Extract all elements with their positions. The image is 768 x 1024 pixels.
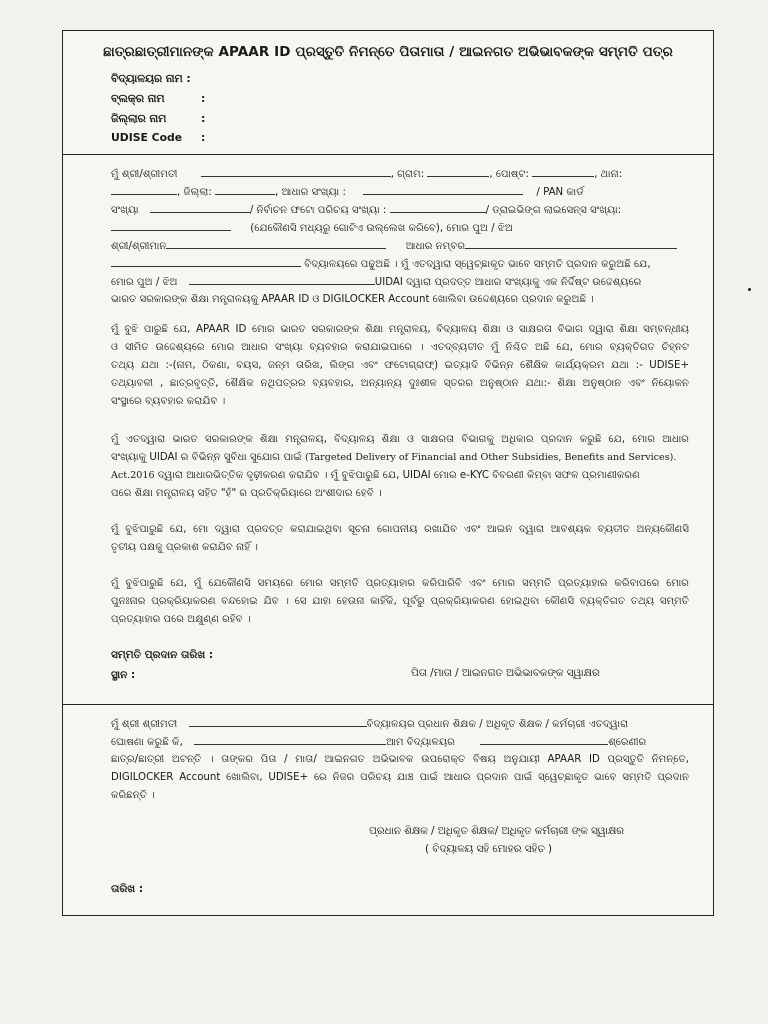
block-name-field xyxy=(111,92,206,106)
consent-date-label: ସମ୍ମତି ପ୍ରଦାନ ତାରିଖ : xyxy=(111,649,214,661)
para2-line-3: ତଥ୍ୟ ଯଥା :-(ନାମ, ଠିକଣା, ବୟସ, ଜନ୍ମ ତାରିଖ, ଲିଙ୍ଗ ଏବଂ ଫଟୋଗ୍ରାଫ୍) ଇତ୍ୟାଦି ବିଭିନ୍ନ ଶୈକ୍ଷିକ କାର୍ଯ୍ୟକ୍ରମ ଯଥା :- UDISE+ xyxy=(111,360,689,371)
parent-consent-section xyxy=(63,155,713,705)
decl-line-4: DIGILOCKER Account ଖୋଲିବା, UDISE+ ରେ ନିଜର ପରିଚୟ ଯାଞ୍ଚ ପାଇଁ ଆଧାର ପ୍ରଦାନ ପାଇଁ ସ୍ୱେଚ୍ଛାକୃତ ଭାବେ ସମ୍ମତି ପ୍ରଦାନ xyxy=(111,772,689,783)
field-colon: : xyxy=(201,92,206,105)
udise-code-field xyxy=(111,131,206,144)
para4-line-1: ମୁଁ ବୁଝିପାରୁଛି ଯେ, ମୋ ଦ୍ୱାରା ପ୍ରଦତ୍ତ କରାଯାଇଥିବା ସୂଚନା ଗୋପନୀୟ ରଖାଯିବ ଏବଂ ଆଇନ ଦ୍ୱାରା ଆବଶ୍ୟକ ବ୍ୟତୀତ ଅନ୍ୟକୌଣସି xyxy=(111,524,689,535)
form-title: ଛାତ୍ରଛାତ୍ରୀମାନଙ୍କ APAAR ID ପ୍ରସ୍ତୁତି ନିମନ୍ତେ ପିତାମାତା / ଆଇନଗତ ଅଭିଭାବକଙ୍କ ସମ୍ମତି ପତ୍ର xyxy=(103,44,673,60)
decl-line-2: ଘୋଷଣା କରୁଛି କି, ଆମ ବିଦ୍ୟାଳୟର ଶ୍ରେଣୀର xyxy=(111,737,647,748)
school-seal-note: ( ବିଦ୍ୟାଳୟ ସହି ମୋହର ସହିତ ) xyxy=(425,843,553,855)
para2-line-1: ମୁଁ ବୁଝି ପାରୁଛି ଯେ, APAAR ID ମୋର ଭାରତ ସରକାରଙ୍କ ଶିକ୍ଷା ମନ୍ତ୍ରାଳୟ, ବିଦ୍ୟାଳୟ ଶିକ୍ଷା ଓ ସାକ୍ଷରତା ବିଭାଗ ଦ୍ୱାରା ଶିକ୍ଷା ସମ୍ବନ୍ଧୀୟ xyxy=(111,324,689,335)
aadhaar-blank[interactable] xyxy=(363,185,523,195)
teacher-name-blank[interactable] xyxy=(189,717,367,727)
pan-blank[interactable] xyxy=(150,203,250,213)
school-name-field xyxy=(111,72,191,86)
consent-line-2: , ଜିଲ୍ଲା: , ଆଧାର ସଂଖ୍ୟା : / PAN କାର୍ଡ xyxy=(111,185,689,200)
para5-line-2: ପୁନଃନାର ପ୍ରକ୍ରିୟାକରଣ ବନ୍ଦହୋଇ ଯିବ । ସେ ଯାହା ହେଉନା କାହିଁକି, ପୂର୍ବରୁ ପ୍ରକ୍ରିୟାକରଣ ହୋଇଥିବା କୌଣସି ବ୍ୟକ୍ତିଗତ ତଥ୍ୟ ସମ୍ମତି xyxy=(111,596,689,607)
para3-line-2: ସଂଖ୍ୟାକୁ UIDAI ର ବିଭିନ୍ନ ସୁବିଧା ସୁଯୋଗ ପାଇଁ (Targeted Delivery of Financial and Other Subsidies, Benefits and Services). xyxy=(111,452,677,463)
consent-line-3: ସଂଖ୍ୟା / ନିର୍ବାଚନ ଫଟୋ ପରିଚୟ ସଂଖ୍ୟା : / ଡ୍ରାଇଭିଙ୍ଗ ଲାଇସେନ୍ସ ସଂଖ୍ୟା: xyxy=(111,205,622,216)
class-blank[interactable] xyxy=(480,735,608,745)
police-station-blank[interactable] xyxy=(111,185,177,195)
voter-id-blank[interactable] xyxy=(390,203,486,213)
license-blank[interactable] xyxy=(111,221,231,231)
consent-form-sheet xyxy=(62,30,714,916)
child-name-blank-2[interactable] xyxy=(189,275,375,285)
consent-line-8: ଭାରତ ସରକାରଙ୍କ ଶିକ୍ଷା ମନ୍ତ୍ରାଳୟକୁ APAAR ID ଓ DIGILOCKER Account ଖୋଲିବା ଉଦ୍ଦେଶ୍ୟରେ ପ୍ରଦାନ କରୁଅଛି । xyxy=(111,294,594,305)
school-blank[interactable] xyxy=(111,257,301,267)
consent-place-label: ସ୍ଥାନ : xyxy=(111,669,136,681)
para3-line-4: ପରେ ଶିକ୍ଷା ମନ୍ତ୍ରାଳୟ ସହିତ "ହଁ" ର ପ୍ରତିକ୍ରିୟାରେ ଅଂଶୀଦାର ହେବି । xyxy=(111,488,382,499)
consent-line-4: (ଯେକୌଣସି ମଧ୍ୟରୁ ଗୋଟିଏ ଉଲ୍ଲେଖ କରିବେ), ମୋର ପୁଅ / ଝିଅ xyxy=(111,221,689,236)
child-name-blank[interactable] xyxy=(166,239,386,249)
school-declaration-section xyxy=(63,705,713,915)
declaration-date-label: ତାରିଖ : xyxy=(111,883,144,895)
name-blank[interactable] xyxy=(201,167,391,177)
scan-speck xyxy=(748,288,751,291)
decl-line-1: ମୁଁ ଶ୍ରୀ ଶ୍ରୀମତୀ ବିଦ୍ୟାଳୟର ପ୍ରଧାନ ଶିକ୍ଷକ / ଅଧିକୃତ ଶିକ୍ଷକ / କର୍ମଚାରୀ ଏତଦ୍ୱାରା xyxy=(111,719,629,730)
para2-line-2: ଓ ସୀମିତ ଉଦ୍ଦେଶ୍ୟରେ ମୋର ଆଧାର ସଂଖ୍ୟା ବ୍ୟବହାର କରାଯାଇପାରେ । ଏତଦ୍‌ବ୍ୟତୀତ ମୁଁ ନିଶ୍ଚିତ ଅଛି ଯେ, ମୋର ବ୍ୟକ୍ତିଗତ ଚିହ୍ନଟ xyxy=(111,342,689,353)
decl-line-3: ଛାତ୍ର/ଛାତ୍ରୀ ଅଟନ୍ତି । ତାଙ୍କର ପିତା / ମାତା/ ଆଇନଗତ ଅଭିଭାବକ ଉପରୋକ୍ତ ବିଷୟ ଅନୁଯାୟୀ APAAR ID ପ୍ରସ୍ତୁତି ନିମନ୍ତେ, xyxy=(111,754,689,765)
field-colon: : xyxy=(201,112,206,125)
para5-line-1: ମୁଁ ବୁଝିପାରୁଛି ଯେ, ମୁଁ ଯେକୌଣସି ସମୟରେ ମୋର ସମ୍ମତି ପ୍ରତ୍ୟାହାର କରିପାରିବି ଏବଂ ମୋର ସମ୍ମତି ପ୍ରତ୍ୟାହାର କରିବାପରେ ମୋର xyxy=(111,578,689,589)
consent-line-1: ମୁଁ ଶ୍ରୀ/ଶ୍ରୀମତୀ , ଗ୍ରାମ: , ପୋଷ୍ଟ: , ଥାନା: xyxy=(111,169,623,180)
consent-line-5: ଶ୍ରୀ/ଶ୍ରୀମାନ ଆଧାର ନମ୍ବର xyxy=(111,239,689,254)
headmaster-signature-label: ପ୍ରଧାନ ଶିକ୍ଷକ / ଅଧିକୃତ ଶିକ୍ଷକ/ ଅଧିକୃତ କର୍ମଚାରୀ ଙ୍କ ସ୍ୱାକ୍ଷର xyxy=(369,825,624,837)
para2-line-4: ତଥ୍ୟାବଳୀ , ଛାତ୍ରବୃତ୍ତି, ଶୈକ୍ଷିକ ନଥିପତ୍ରର ବ୍ୟବହାର, ଅନ୍ୟାନ୍ୟ ଦୁଃଶୀଳ ସ୍ତରର ଅନୁଷ୍ଠାନ ଯଥା:- ଶିକ୍ଷା ଅନୁଷ୍ଠାନ ଏବଂ ନିୟୋକନ xyxy=(111,378,689,389)
child-aadhaar-blank[interactable] xyxy=(465,239,677,249)
form-header xyxy=(63,31,713,155)
decl-line-5: କରିଛନ୍ତି । xyxy=(111,790,155,801)
para3-line-1: ମୁଁ ଏତଦ୍ୱାରା ଭାରତ ସରକାରଙ୍କ ଶିକ୍ଷା ମନ୍ତ୍ରାଳୟ, ବିଦ୍ୟାଳୟ ଶିକ୍ଷା ଓ ସାକ୍ଷରତା ବିଭାଗକୁ ଅଧିକାର ପ୍ରଦାନ କରୁଛି ଯେ, ମୋର ଆଧାର xyxy=(111,434,689,445)
village-blank[interactable] xyxy=(427,167,489,177)
district-name-field xyxy=(111,112,206,126)
student-name-blank[interactable] xyxy=(194,735,386,745)
consent-line-7: ମୋର ପୁଅ / ଝିଅ UIDAI ଦ୍ୱାରା ପ୍ରଦତ୍ତ ଆଧାର ସଂଖ୍ୟାକୁ ଏକ ନିର୍ଦ୍ଦିଷ୍ଟ ଉଦ୍ଦେଶ୍ୟରେ xyxy=(111,277,642,288)
para3-line-3: Act.2016 ଦ୍ୱାରା ଆଧାରଭିତ୍ତିକ ଦୃଢ଼ୀକରଣ କରାଯିବ । ମୁଁ ବୁଝିପାରୁଛି ଯେ, UIDAI ମୋର e-KYC ବିବରଣୀ କିମ୍ବା ସଫଳ ପ୍ରମାଣୀକରଣ xyxy=(111,470,640,481)
post-blank[interactable] xyxy=(532,167,594,177)
para5-line-3: ପ୍ରତ୍ୟାହାର ପରେ ଅକ୍ଷୁଣ୍ଣ ରହିବ । xyxy=(111,614,251,625)
guardian-signature-label: ପିତା /ମାତା / ଆଇନଗତ ଅଭିଭାବକଙ୍କ ସ୍ୱାକ୍ଷର xyxy=(411,667,600,679)
field-colon: : xyxy=(201,131,206,144)
para4-line-2: ତୃତୀୟ ପକ୍ଷକୁ ପ୍ରକାଶ କରାଯିବ ନାହିଁ । xyxy=(111,542,259,553)
field-label: ବିଦ୍ୟାଳୟର ନାମ : xyxy=(111,72,191,85)
field-label: UDISE Code xyxy=(111,131,183,144)
consent-line-6: ବିଦ୍ୟାଳୟରେ ପଢୁଅଛି । ମୁଁ ଏତଦ୍ୱାରା ସ୍ୱେଚ୍ଛାକୃତ ଭାବେ ସମ୍ମତି ପ୍ରଦାନ କରୁଅଛି ଯେ, xyxy=(111,257,689,272)
district-blank[interactable] xyxy=(215,185,275,195)
field-label: ଜିଲ୍ଲାର ନାମ xyxy=(111,112,167,125)
field-label: ବ୍ଲକ୍‌ର ନାମ xyxy=(111,92,165,105)
para2-line-5: ସଂସ୍ଥାରେ ବ୍ୟବହାର କରାଯିବ । xyxy=(111,396,226,407)
